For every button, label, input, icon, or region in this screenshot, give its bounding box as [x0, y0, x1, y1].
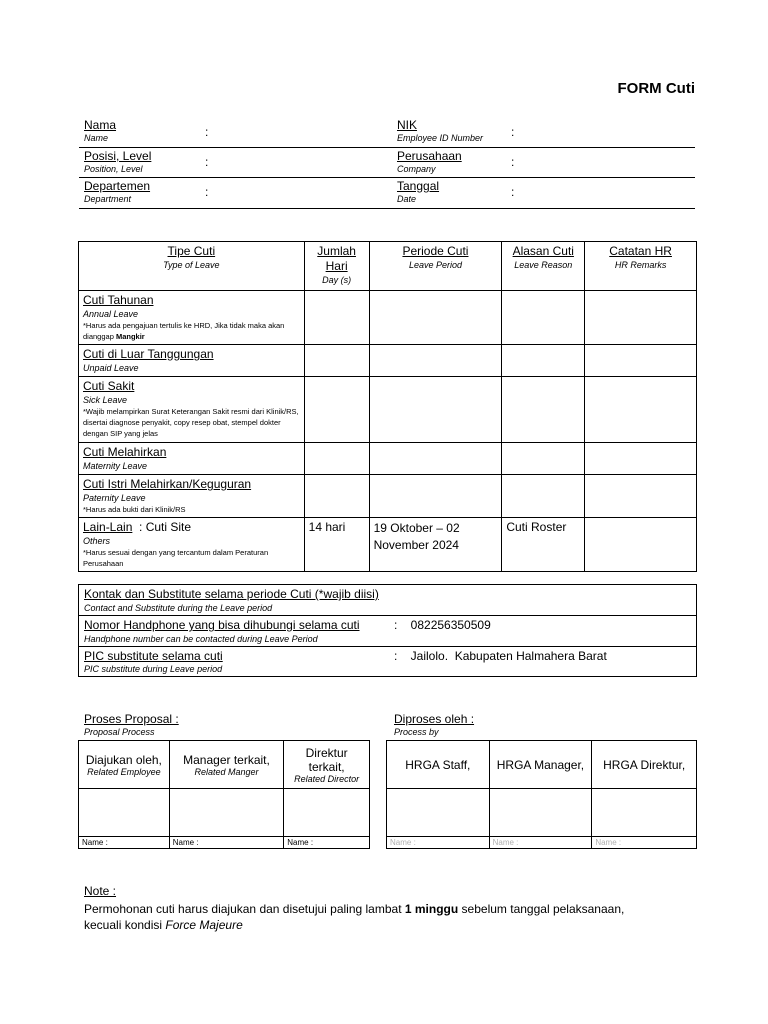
contact-pic-row: [79, 647, 696, 676]
signature-box-hrga-direktur[interactable]: [592, 789, 697, 837]
departemen-colon: :: [205, 185, 209, 199]
posisi-colon: :: [205, 155, 209, 169]
processed-title-sub: Process by: [394, 727, 439, 737]
posisi-sub: Position, Level: [84, 164, 143, 174]
identity-divider-2: [79, 177, 695, 178]
reason-cell[interactable]: Cuti Roster: [502, 518, 585, 572]
tanggal-colon: :: [511, 185, 515, 199]
table-row: [79, 377, 697, 443]
proposal-title: Proses Proposal :: [84, 712, 179, 726]
proposal-col-employee: Diajukan oleh, Related Employee: [79, 741, 170, 789]
row-cuti-istri-melahirkan: Cuti Istri Melahirkan/Keguguran Paternity Leave *Harus ada bukti dari Klinik/RS: [79, 475, 305, 518]
posisi-label: Posisi, Level: [84, 149, 152, 163]
identity-divider-1: [79, 147, 695, 148]
hr-remarks-cell[interactable]: [585, 291, 697, 345]
perusahaan-sub: Company: [397, 164, 436, 174]
contact-section: [78, 584, 697, 677]
days-cell[interactable]: [304, 443, 369, 475]
table-row: [79, 475, 697, 518]
nik-label-group: [397, 118, 483, 144]
table-row: [79, 345, 697, 377]
days-cell[interactable]: [304, 475, 369, 518]
form-title: FORM Cuti: [617, 80, 695, 97]
reason-cell[interactable]: [502, 377, 585, 443]
contact-phone-row: [79, 616, 696, 647]
contact-header-row: [79, 585, 696, 616]
proposal-title-sub: Proposal Process: [84, 727, 155, 737]
reason-cell[interactable]: [502, 475, 585, 518]
reason-cell[interactable]: [502, 345, 585, 377]
leave-table-header: [79, 242, 697, 291]
tanggal-sub: Date: [397, 194, 417, 204]
phone-value[interactable]: : 082256350509: [394, 618, 491, 632]
header-jumlah-hari: Jumlah Hari Day (s): [304, 242, 369, 291]
days-cell[interactable]: [304, 291, 369, 345]
tanggal-label-group: [397, 179, 439, 205]
phone-sub: Handphone number can be contacted during Leave Period: [84, 634, 318, 644]
period-cell[interactable]: [369, 291, 502, 345]
signature-box-manager[interactable]: [169, 789, 284, 837]
table-row: [79, 291, 697, 345]
identity-divider-3: [79, 208, 695, 209]
signature-box-director[interactable]: [284, 789, 370, 837]
name-field-director[interactable]: Name :: [284, 837, 370, 849]
table-row: [79, 518, 697, 572]
departemen-label-group: [84, 179, 150, 205]
days-cell[interactable]: [304, 377, 369, 443]
nik-label: NIK: [397, 118, 418, 132]
days-cell[interactable]: [304, 345, 369, 377]
row-cuti-luar-tanggungan: Cuti di Luar Tanggungan Unpaid Leave: [79, 345, 305, 377]
name-field-hrga-direktur[interactable]: Name :: [592, 837, 697, 849]
period-cell[interactable]: [369, 377, 502, 443]
header-alasan-cuti: Alasan Cuti Leave Reason: [502, 242, 585, 291]
signature-box-employee[interactable]: [79, 789, 170, 837]
name-field-hrga-staff[interactable]: Name :: [387, 837, 490, 849]
tanggal-label: Tanggal: [397, 179, 440, 193]
processed-table: [386, 740, 697, 849]
hr-remarks-cell[interactable]: [585, 475, 697, 518]
period-cell[interactable]: 19 Oktober – 02 November 2024: [369, 518, 502, 572]
phone-label: Nomor Handphone yang bisa dihubungi selama cuti: [84, 618, 360, 632]
hr-remarks-cell[interactable]: [585, 345, 697, 377]
name-field-manager[interactable]: Name :: [169, 837, 284, 849]
departemen-sub: Department: [84, 194, 132, 204]
hr-remarks-cell[interactable]: [585, 377, 697, 443]
nik-colon: :: [511, 125, 515, 139]
note-line-2: kecuali kondisi Force Majeure: [84, 918, 243, 932]
header-tipe-cuti: Tipe Cuti Type of Leave: [79, 242, 305, 291]
header-catatan-hr: Catatan HR HR Remarks: [585, 242, 697, 291]
pic-sub: PIC substitute during Leave period: [84, 664, 223, 674]
signature-box-hrga-manager[interactable]: [489, 789, 592, 837]
nama-label: Nama: [84, 118, 117, 132]
row-cuti-sakit: Cuti Sakit Sick Leave *Wajib melampirkan Surat Keterangan Sakit resmi dari Klinik/RS, disertai diagnose penyakit, copy resep obat, stempel dokter dengan SIP yang jelas: [79, 377, 305, 443]
pic-value[interactable]: : Jailolo. Kabupaten Halmahera Barat: [394, 649, 607, 663]
processed-col-hrga-manager: HRGA Manager,: [489, 741, 592, 789]
contact-header-sub: Contact and Substitute during the Leave period: [84, 603, 273, 613]
name-field-hrga-manager[interactable]: Name :: [489, 837, 592, 849]
reason-cell[interactable]: [502, 443, 585, 475]
leave-table: [78, 241, 697, 572]
processed-col-hrga-direktur: HRGA Direktur,: [592, 741, 697, 789]
note-line-1: Permohonan cuti harus diajukan dan disetujui paling lambat 1 minggu sebelum tanggal pelaksanaan,: [84, 902, 625, 916]
signature-box-hrga-staff[interactable]: [387, 789, 490, 837]
days-cell[interactable]: 14 hari: [304, 518, 369, 572]
header-periode-cuti: Periode Cuti Leave Period: [369, 242, 502, 291]
contact-header: Kontak dan Substitute selama periode Cuti (*wajib diisi): [84, 587, 379, 601]
table-row: [79, 443, 697, 475]
departemen-label: Departemen: [84, 179, 151, 193]
row-cuti-melahirkan: Cuti Melahirkan Maternity Leave: [79, 443, 305, 475]
perusahaan-label-group: [397, 149, 462, 175]
nama-label-group: [84, 118, 116, 144]
period-cell[interactable]: [369, 443, 502, 475]
row-cuti-tahunan: Cuti Tahunan Annual Leave *Harus ada pengajuan tertulis ke HRD, Jika tidak maka akan dianggap Mangkir: [79, 291, 305, 345]
perusahaan-label: Perusahaan: [397, 149, 462, 163]
proposal-table: [78, 740, 370, 849]
perusahaan-colon: :: [511, 155, 515, 169]
proposal-col-manager: Manager terkait, Related Manger: [169, 741, 284, 789]
note-title: Note :: [84, 884, 117, 898]
period-cell[interactable]: [369, 475, 502, 518]
hr-remarks-cell[interactable]: [585, 443, 697, 475]
reason-cell[interactable]: [502, 291, 585, 345]
pic-label: PIC substitute selama cuti: [84, 649, 223, 663]
row-lain-lain: Lain-Lain : Cuti Site Others *Harus sesuai dengan yang tercantum dalam Peraturan Perusahaan: [79, 518, 305, 572]
period-cell[interactable]: [369, 345, 502, 377]
proposal-col-director: Direktur terkait, Related Director: [284, 741, 370, 789]
name-field-employee[interactable]: Name :: [79, 837, 170, 849]
nama-colon: :: [205, 125, 209, 139]
processed-col-hrga-staff: HRGA Staff,: [387, 741, 490, 789]
processed-title: Diproses oleh :: [394, 712, 475, 726]
posisi-label-group: [84, 149, 151, 175]
nik-sub: Employee ID Number: [397, 133, 484, 143]
nama-sub: Name: [84, 133, 109, 143]
hr-remarks-cell[interactable]: [585, 518, 697, 572]
